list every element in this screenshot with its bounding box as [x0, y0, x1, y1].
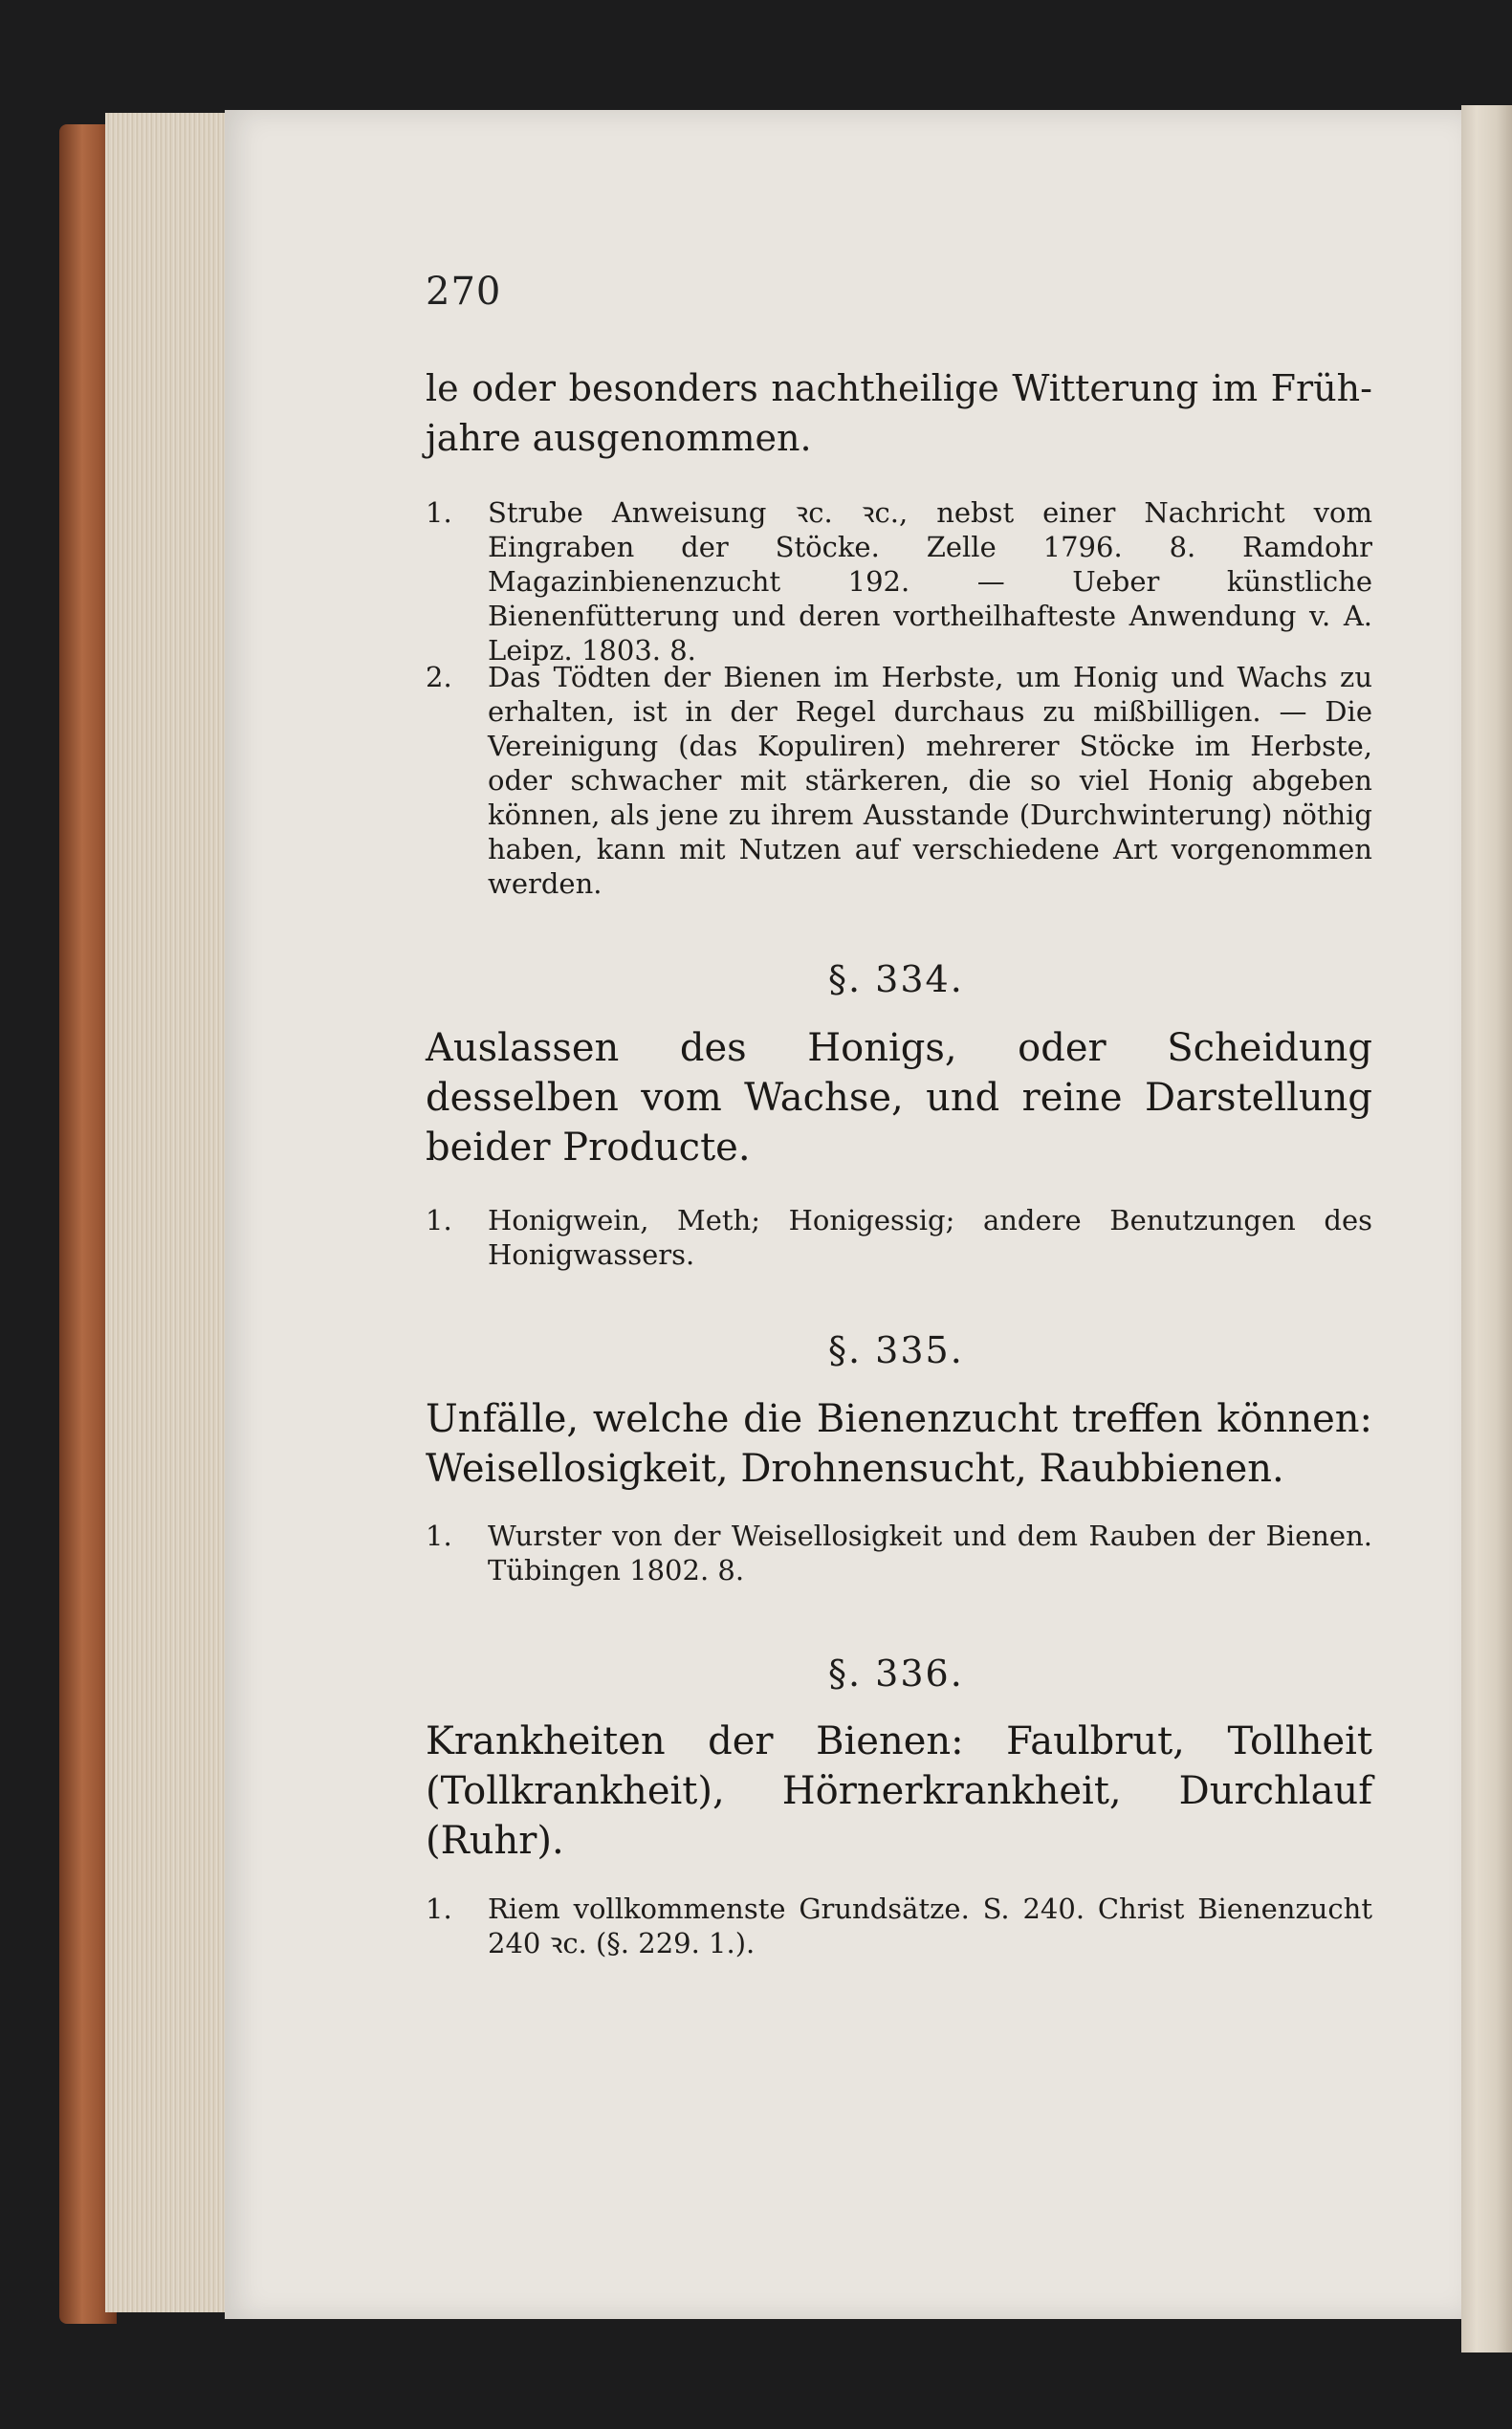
section-mark: §. 335. [828, 1329, 964, 1371]
footnote-text: Strube Anweisung ꝛc. ꝛc., nebst einer Nachricht vom Eingraben der Stöcke. Zelle 1796. 8. Ramdohr Magazinbienenzucht 192. — Ueber künstliche Bienenfütterung und deren vortheilhafteste Anwendung v. A. Leipz. 1803. 8. [488, 496, 1372, 667]
facing-page-edge [1461, 105, 1512, 2352]
footnote-number: 1. [426, 496, 452, 529]
continuation-paragraph: le oder besonders nachtheilige Witterung im Frühjahre ausgenommen. [426, 367, 1372, 459]
section-heading: Krankheiten der Bienen: Faulbrut, Tollheit (Tollkrankheit), Hörnerkrankheit, Durchlauf (Ruhr). [426, 1719, 1372, 1863]
section-heading: Auslassen des Honigs, oder Scheidung desselben vom Wachse, und reine Darstellung beider Producte. [426, 1026, 1372, 1170]
footnote-number: 1. [426, 1204, 452, 1236]
footnote [426, 660, 1372, 901]
footnote [426, 1519, 1372, 1587]
footnote-number: 1. [426, 1520, 452, 1552]
footnote-number: 1. [426, 1893, 452, 1925]
section-mark: §. 334. [828, 958, 964, 1000]
page-stack-edges [105, 113, 234, 2312]
section-heading: Unfälle, welche die Bienenzucht treffen können: Weisellosigkeit, Drohnensucht, Raubbienen. [426, 1397, 1372, 1491]
footnote [426, 1892, 1372, 1960]
footnote-text: Wurster von der Weisellosigkeit und dem Rauben der Bienen. Tübingen 1802. 8. [488, 1520, 1372, 1587]
footnote [426, 1203, 1372, 1272]
section-mark: §. 336. [828, 1652, 964, 1695]
footnote-text: Das Tödten der Bienen im Herbste, um Honig und Wachs zu erhalten, ist in der Regel durchaus zu mißbilligen. — Die Vereinigung (das Kopuliren) mehrerer Stöcke im Herbste, oder schwacher mit stärkeren, die so viel Honig abgeben können, als jene zu ihrem Ausstande (Durchwinterung) nöthig haben, kann mit Nutzen auf verschiedene Art vorgenommen werden. [488, 661, 1372, 900]
page-number: 270 [426, 270, 502, 314]
footnote [426, 495, 1372, 667]
footnote-number: 2. [426, 661, 452, 693]
footnote-text: Riem vollkommenste Grundsätze. S. 240. Christ Bienenzucht 240 ꝛc. (§. 229. 1.). [488, 1893, 1372, 1959]
footnote-text: Honigwein, Meth; Honigessig; andere Benutzungen des Honigwassers. [488, 1204, 1372, 1271]
